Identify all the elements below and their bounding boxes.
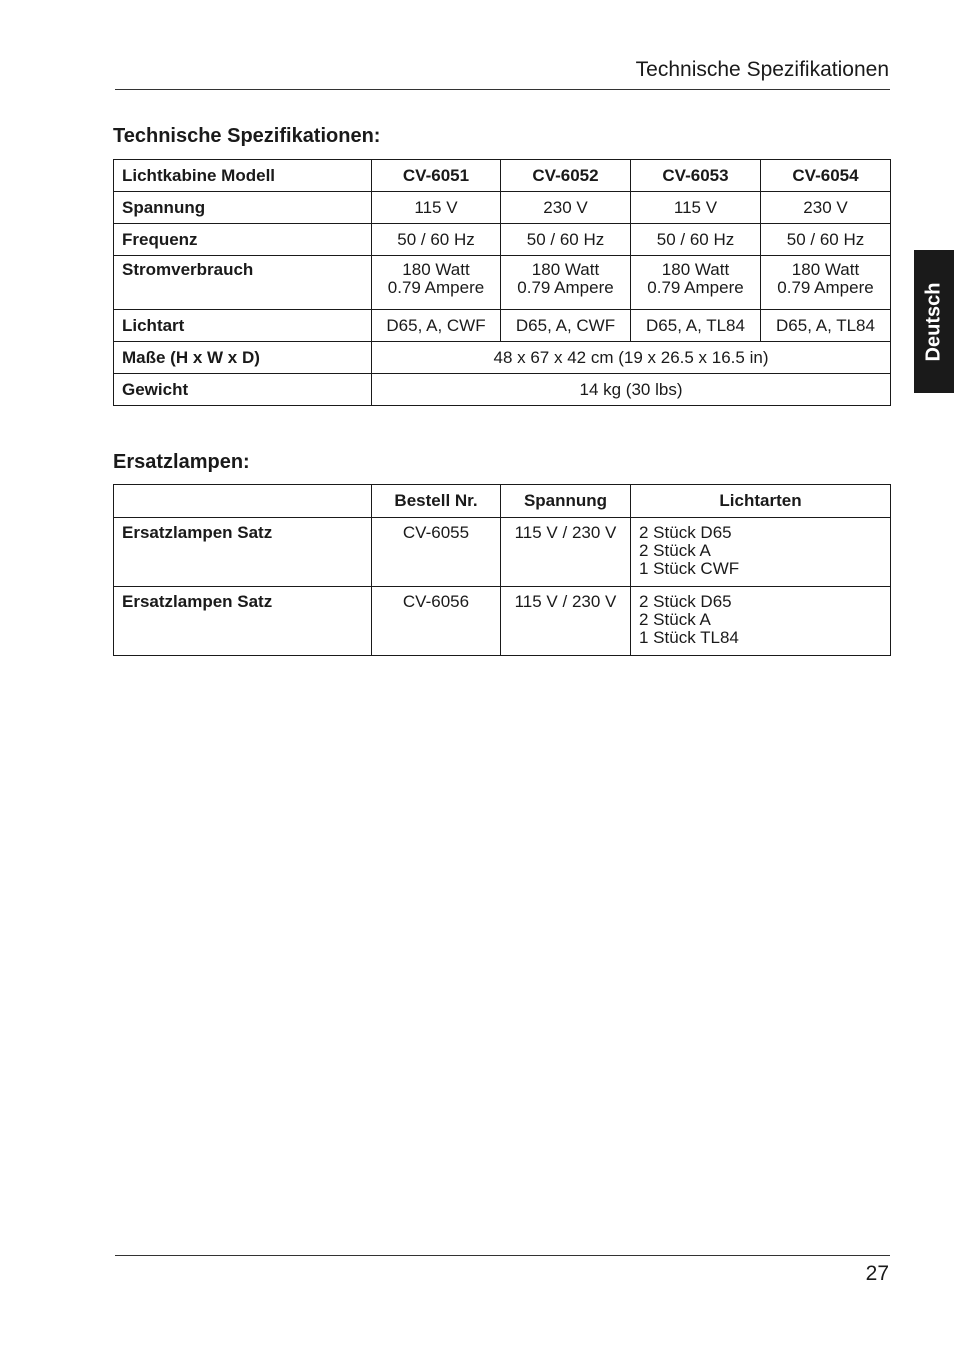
specs-header-cv6054: CV-6054 [761, 160, 891, 192]
lamp-type-item: 1 Stück CWF [639, 559, 740, 578]
lamp-set-label: Ersatzlampen Satz [114, 518, 372, 587]
table-cell: 48 x 67 x 42 cm (19 x 26.5 x 16.5 in) [372, 342, 891, 374]
lamps-header-row [114, 485, 891, 518]
lamp-set-label: Ersatzlampen Satz [114, 587, 372, 656]
row-label-weight: Gewicht [114, 374, 372, 406]
table-row [114, 256, 891, 310]
lamp-type-item: 1 Stück TL84 [639, 628, 739, 647]
row-label-power: Stromverbrauch [114, 256, 372, 310]
lamp-voltage: 115 V / 230 V [501, 587, 631, 656]
power-watt: 180 Watt [402, 260, 470, 279]
table-cell: 50 / 60 Hz [372, 224, 501, 256]
table-row [114, 518, 891, 587]
table-cell [631, 256, 761, 310]
lamps-section-title: Ersatzlampen: [113, 451, 250, 473]
table-cell: D65, A, TL84 [631, 310, 761, 342]
specs-section-title: Technische Spezifikationen: [113, 125, 381, 147]
lamp-types [631, 587, 891, 656]
lamp-types [631, 518, 891, 587]
page-number: 27 [865, 1262, 889, 1285]
lamp-type-item: 2 Stück A [639, 610, 711, 629]
lamp-type-item: 2 Stück D65 [639, 592, 732, 611]
row-label-light-type: Lichtart [114, 310, 372, 342]
table-cell: D65, A, CWF [372, 310, 501, 342]
lamps-header-empty [114, 485, 372, 518]
lamp-order-number: CV-6055 [372, 518, 501, 587]
table-cell: 50 / 60 Hz [501, 224, 631, 256]
specs-header-model: Lichtkabine Modell [114, 160, 372, 192]
lamp-type-item: 2 Stück A [639, 541, 711, 560]
table-cell: 115 V [631, 192, 761, 224]
table-cell: 115 V [372, 192, 501, 224]
language-tab-label: Deutsch [922, 282, 945, 361]
table-row [114, 192, 891, 224]
running-header-title: Technische Spezifikationen [635, 58, 889, 81]
power-ampere: 0.79 Ampere [387, 278, 485, 297]
footer-divider [115, 1255, 890, 1256]
table-cell: 50 / 60 Hz [631, 224, 761, 256]
table-row [114, 224, 891, 256]
table-cell: 14 kg (30 lbs) [372, 374, 891, 406]
table-cell [372, 256, 501, 310]
specs-header-cv6051: CV-6051 [372, 160, 501, 192]
lamps-header-voltage: Spannung [501, 485, 631, 518]
table-row [114, 587, 891, 656]
table-row [114, 310, 891, 342]
specs-header-cv6053: CV-6053 [631, 160, 761, 192]
table-cell: D65, A, TL84 [761, 310, 891, 342]
table-cell [761, 256, 891, 310]
lamp-voltage: 115 V / 230 V [501, 518, 631, 587]
power-ampere: 0.79 Ampere [517, 278, 614, 297]
replacement-lamps-table [113, 484, 891, 656]
table-row [114, 342, 891, 374]
table-cell: D65, A, CWF [501, 310, 631, 342]
table-cell: 230 V [761, 192, 891, 224]
table-cell [501, 256, 631, 310]
row-label-dimensions: Maße (H x W x D) [114, 342, 372, 374]
power-ampere: 0.79 Ampere [647, 278, 744, 297]
row-label-frequency: Frequenz [114, 224, 372, 256]
lamp-order-number: CV-6056 [372, 587, 501, 656]
power-ampere: 0.79 Ampere [777, 278, 874, 297]
language-tab [914, 250, 954, 393]
table-cell: 230 V [501, 192, 631, 224]
specifications-table [113, 159, 891, 406]
lamps-header-light-types: Lichtarten [631, 485, 891, 518]
header-divider [115, 89, 890, 90]
table-cell: 50 / 60 Hz [761, 224, 891, 256]
row-label-voltage: Spannung [114, 192, 372, 224]
power-watt: 180 Watt [531, 260, 600, 279]
lamps-header-order-no: Bestell Nr. [372, 485, 501, 518]
power-watt: 180 Watt [661, 260, 730, 279]
specs-header-cv6052: CV-6052 [501, 160, 631, 192]
specs-header-row [114, 160, 891, 192]
power-watt: 180 Watt [791, 260, 860, 279]
table-row [114, 374, 891, 406]
lamp-type-item: 2 Stück D65 [639, 523, 732, 542]
